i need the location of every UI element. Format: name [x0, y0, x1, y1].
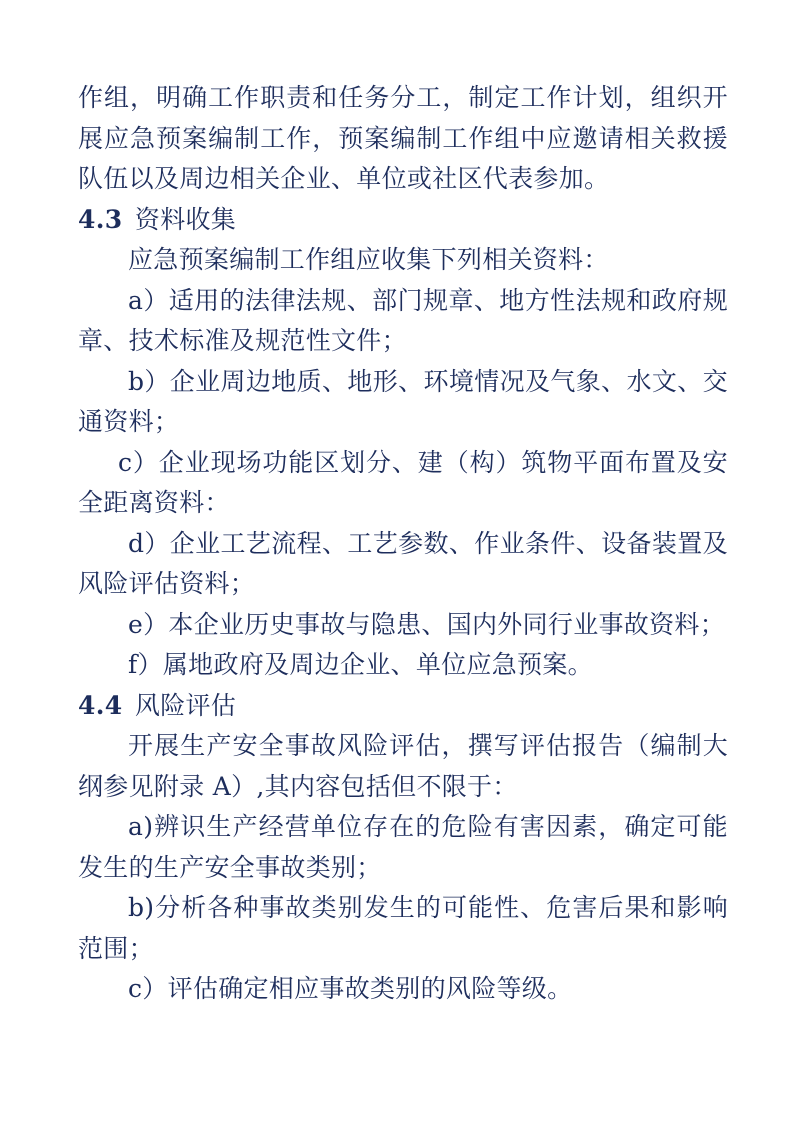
section-title: 资料收集 — [134, 204, 237, 234]
section-number: 4.4 — [78, 690, 123, 720]
risk-item-b: b)分析各种事故类别发生的可能性、危害后果和影响范围； — [78, 893, 728, 963]
section-heading-4-4 — [78, 686, 728, 727]
list-item-b: b）企业周边地质、地形、环境情况及气象、水文、交通资料； — [78, 366, 728, 436]
section-number: 4.3 — [78, 204, 123, 234]
risk-item-a: a)辨识生产经营单位存在的危险有害因素，确定可能发生的生产安全事故类别； — [78, 812, 728, 882]
risk-item-c: c）评估确定相应事故类别的风险等级。 — [128, 974, 573, 1003]
list-item-e: e）本企业历史事故与隐患、国内外同行业事故资料； — [128, 609, 725, 639]
list-item-f: f）属地政府及周边企业、单位应急预案。 — [128, 650, 593, 679]
list-item-c: c）企业现场功能区划分、建（构）筑物平面布置及安全距离资料： — [78, 447, 728, 517]
section-title: 风险评估 — [134, 690, 237, 720]
list-item-a: a）适用的法律法规、部门规章、地方性法规和政府规章、技术标准及规范性文件； — [78, 285, 728, 355]
paragraph-collect-intro: 应急预案编制工作组应收集下列相关资料： — [128, 245, 609, 274]
paragraph-task-division: 作组，明确工作职责和任务分工，制定工作计划，组织开展应急预案编制工作，预案编制工作组中应邀请相关救援队伍以及周边相关企业、单位或社区代表参加。 — [78, 83, 728, 193]
document-page — [78, 78, 728, 1010]
list-item-d: d）企业工艺流程、工艺参数、作业条件、设备装置及风险评估资料； — [78, 528, 728, 598]
paragraph-risk-intro: 开展生产安全事故风险评估，撰写评估报告（编制大纲参见附录 A）,其内容包括但不限于： — [78, 731, 728, 801]
section-heading-4-3 — [78, 200, 728, 241]
